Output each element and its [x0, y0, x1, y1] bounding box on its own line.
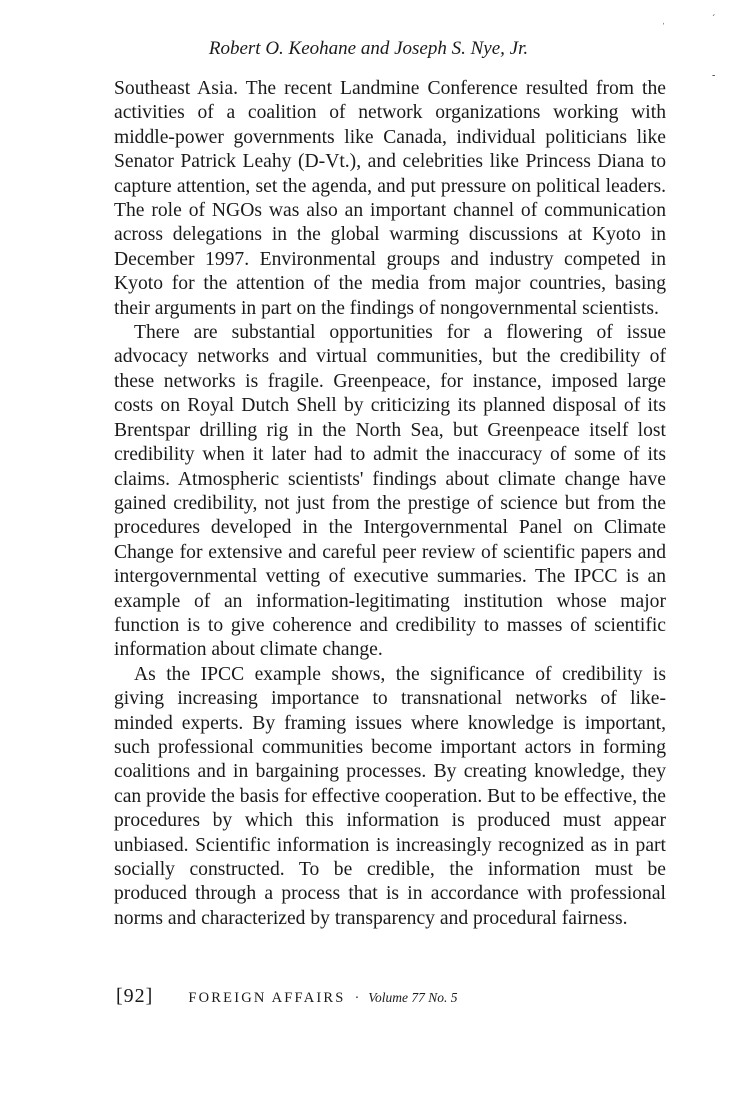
paragraph-1: Southeast Asia. The recent Landmine Conference resulted from the activities of a coalition of network organizations working with middle-power governments like Canada, individual politicians like Senator Patrick Leahy (D-Vt.), and celebrities like Princess Diana to capture attention, set the agenda, and put pressure on political leaders. The role of NGOs was also an important channel of communication across delegations in the global warming discussions at Kyoto in December 1997. Environmental groups and industry competed in Kyoto for the attention of the media from major countries, basing their arguments in part on the findings of nongovernmental scientists. — [114, 78, 666, 319]
scan-mark: ˊ — [712, 14, 716, 25]
page-footer — [116, 985, 457, 1008]
volume-info: Volume 77 No. 5 — [368, 990, 458, 1005]
footer-separator: · — [354, 991, 360, 1006]
journal-title: FOREIGN AFFAIRS — [188, 990, 346, 1006]
paragraph-2: There are substantial opportunities for a flowering of issue advocacy networks and virtual communities, but the credibility of these networks is fragile. Greenpeace, for instance, imposed large costs on Royal Dutch Shell by criticizing its planned disposal of its Brentspar drilling rig in the North Sea, but Greenpeace itself lost credibility when it later had to admit the inaccuracy of some of its claims. Atmospheric scientists' findings about climate change have gained credibility, not just from the prestige of science but from the procedures developed in the Intergovernmental Panel on Climate Change for extensive and careful peer review of scientific papers and intergovernmental vetting of executive summaries. The IPCC is an example of an information-legitimating institution whose major function is to give coherence and credibility to masses of scientific information about climate change. — [114, 322, 666, 661]
page-number: [92] — [116, 985, 154, 1007]
scan-mark: - — [712, 70, 716, 81]
scan-mark: ˌ — [662, 14, 666, 25]
paragraph-3: As the IPCC example shows, the significance of credibility is giving increasing importance to transnational networks of like-minded experts. By framing issues where knowledge is important, such professional communities become important actors in forming coalitions and in bargaining processes. By creating knowledge, they can provide the basis for effective cooperation. But to be effective, the procedures by which this information is produced must appear unbiased. Scientific information is increasingly recognized as in part socially constructed. To be credible, the information must be produced through a process that is in accordance with professional norms and characterized by transparency and procedural fairness. — [114, 663, 666, 929]
article-body — [114, 77, 666, 931]
running-header: Robert O. Keohane and Joseph S. Nye, Jr. — [208, 38, 529, 59]
